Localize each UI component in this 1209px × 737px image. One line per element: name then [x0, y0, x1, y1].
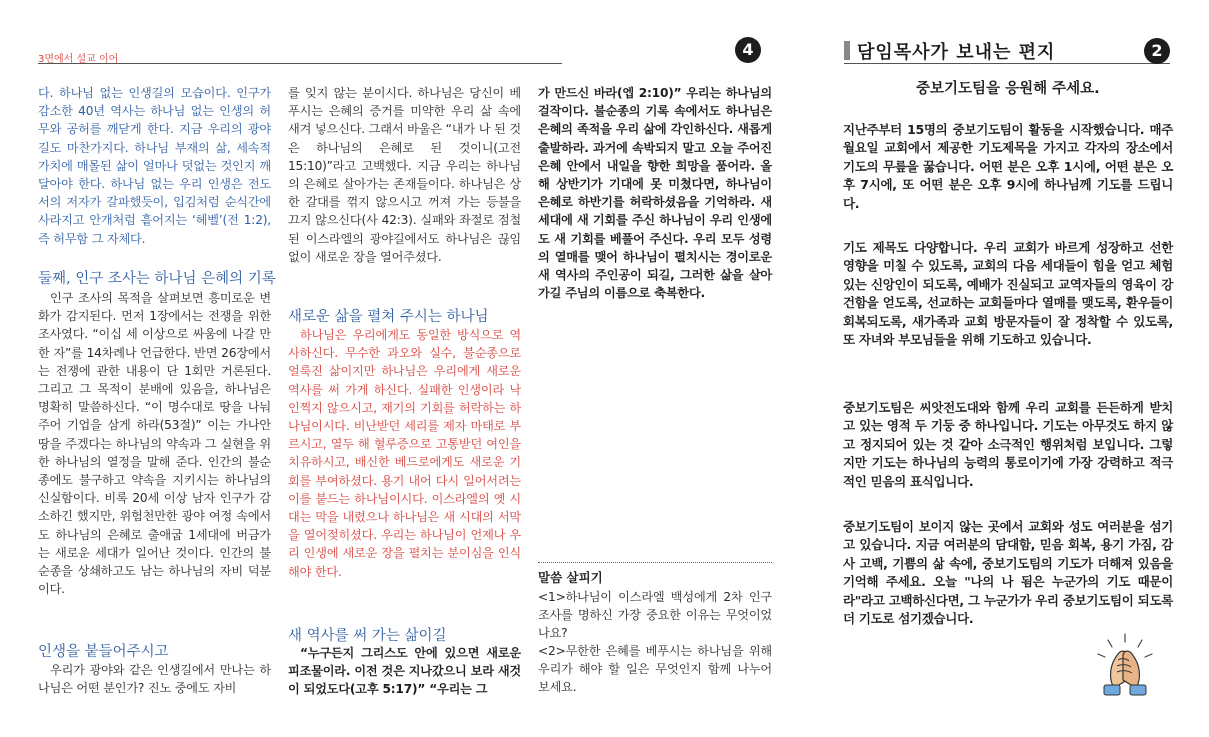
sermon-heading-5: 새 역사를 써 가는 삶이길: [288, 628, 447, 644]
praying-hands-icon: [1090, 630, 1160, 700]
continued-from-label: 3면에서 설교 이어: [38, 54, 119, 65]
header-rule-left: [38, 63, 562, 64]
questions-title: 말씀 살피기: [538, 570, 603, 585]
sermon-heading-4: 새로운 삶을 펼쳐 주시는 하나님: [288, 309, 489, 325]
pastor-letter-section-title: 담임목사가 보내는 편지: [857, 42, 1056, 63]
page-number-left: 4: [735, 37, 761, 63]
sermon-col2-highlight: 하나님은 우리에게도 동일한 방식으로 역사하신다. 무수한 과오와 실수, 불순종으로 얼룩진 삶이지만 하나님은 우리에게 새로운 역사를 써 가게 하신다. 실패한 인생이라 낙인찍지 않으시고, 재기의 기회를 허락하는 하나님이시다. 비난받던 세리를 제자 마태로 부르시고, 열두 해 혈루증으로 고통받던 여인을 치유하시고, 배신한 베드로에게도 새로운 기회를 부여하셨다. 용기 내어 다시 일어서려는 이를 붙드는 하나님이시다. 이스라엘의 옛 시대는 막을 내렸으나 하나님은 새 시대의 서막을 열어젖히셨다. 우리는 하나님이 언제나 우리 인생에 새로운 장을 펼치는 분이심을 인식해야 한다.: [288, 328, 521, 579]
section-marker-bar: [844, 41, 850, 60]
letter-paragraph-1: 지난주부터 15명의 중보기도팀이 활동을 시작했습니다. 매주 월요일 교회에서 제공한 기도제목을 가지고 각자의 장소에서 기도의 무릎을 꿇습니다. 어떤 분은 오후 1시에, 어떤 분은 오후 7시에, 또 어떤 분은 오후 9시에 하나님께 기도를 드립니다.: [843, 122, 1173, 211]
sermon-col2-tail: “누구든지 그리스도 안에 있으면 새로운 피조물이라. 이전 것은 지나갔으니 보라 새것이 되었도다(고후 5:17)” “우리는 그: [288, 646, 521, 697]
letter-paragraph-3: 중보기도팀은 씨앗전도대와 함께 우리 교회를 든든하게 받치고 있는 영적 두 기둥 중 하나입니다. 기도는 아무것도 하지 않고 정지되어 있는 것 같아 소극적인 행위처럼 보입니다. 그렇지만 기도는 하나님의 능력의 통로이기에 가장 강력하고 적극적인 믿음의 표식입니다.: [843, 400, 1173, 489]
sermon-heading-3: 인생을 붙들어주시고: [38, 644, 169, 660]
letter-paragraph-4: 중보기도팀이 보이지 않는 곳에서 교회와 성도 여러분을 섬기고 있습니다. 지금 여러분의 담대함, 믿음 회복, 용기 가짐, 감사 고백, 기쁨의 삶 속에, 중보기도팀의 기도가 더해져 있음을 기억해 주세요. 오늘 "나의 나 됨은 누군가의 기도 때문이라"라고 고백하신다면, 그 누군가가 우리 중보기도팀이 되도록 더 기도로 섬기겠습니다.: [843, 519, 1173, 627]
letter-title: 중보기도팀을 응원해 주세요.: [916, 81, 1100, 97]
sermon-col1-intro: 다. 하나님 없는 인생길의 모습이다. 인구가 감소한 40년 역사는 하나님 없는 인생의 허무와 공허를 깨닫게 한다. 지금 우리의 광야길도 마찬가지다. 하나님 부재의 삶, 세속적 가치에 매몰된 삶이 얼마나 덧없는 것인지 깨달아야 한다. 하나님 없는 우리 인생은 전도서의 저자가 갈파했듯이, 입김처럼 순식간에 사라지고 안개처럼 흩어지는 ‘헤벨’(전 1:2), 즉 허무함 그 자체다.: [38, 86, 271, 246]
sermon-col1-body: 인구 조사의 목적을 살펴보면 흥미로운 변화가 감지된다. 먼저 1장에서는 전쟁을 위한 조사였다. “이십 세 이상으로 싸움에 나갈 만한 자”를 14차례나 언급한다. 반면 26장에서는 전쟁에 관한 내용이 단 1회만 거론된다. 그리고 그 목적이 분배에 있음을, 하나님은 명확히 말씀하신다. “이 명수대로 땅을 나눠 주어 기업을 삼게 하라(53절)” 이는 가나안 땅을 주겠다는 하나님의 약속과 그 실현을 위한 하나님의 열정을 말해 준다. 인간의 불순종에도 불구하고 약속을 지키시는 하나님의 신실함이다. 비록 20세 이상 남자 인구가 감소하긴 했지만, 위험천만한 광야 여정 속에서도 하나님의 은혜로 출애굽 1세대에 버금가는 새로운 세대가 일어난 것이다. 인간의 불순종을 상쇄하고도 남는 하나님의 자비 덕분이다.: [38, 291, 271, 597]
question-2: <2>무한한 은혜를 베푸시는 하나님을 위해 우리가 해야 할 일은 무엇인지 함께 나누어 보세요.: [538, 644, 772, 695]
questions-divider: [538, 562, 772, 563]
sermon-col2-body: 를 잊지 않는 분이시다. 하나님은 당신이 베푸시는 은혜의 증거를 미약한 우리 삶 속에 새겨 넣으신다. 그래서 바울은 “내가 나 된 것은 하나님의 은혜로 된 것이니(고전 15:10)”라고 고백했다. 지금 우리는 하나님의 은혜로 살아가는 존재들이다. 하나님은 상한 갈대를 꺾지 않으시고 꺼져 가는 등불을 끄지 않으신다(사 42:3). 실패와 좌절로 점철된 이스라엘의 광야길에서도 하나님은 끊임없이 새로운 장을 열어주셨다.: [288, 86, 521, 264]
sermon-heading-2: 둘째, 인구 조사는 하나님 은혜의 기록: [38, 271, 276, 287]
letter-paragraph-2: 기도 제목도 다양합니다. 우리 교회가 바르게 성장하고 선한 영향을 미칠 수 있도록, 교회의 다음 세대들이 힘을 얻고 체험 있는 신앙인이 되도록, 예배가 진실되고 교역자들의 영육이 강건함을 얻도록, 선교하는 교회들마다 열매를 맺도록, 환우들이 회복되도록, 새가족과 교회 방문자들이 잘 정착할 수 있도록, 또 자녀와 부모님들을 위해 기도하고 있습니다.: [843, 240, 1173, 348]
question-1: <1>하나님이 이스라엘 백성에게 2차 인구 조사를 명하신 가장 중요한 이유는 무엇이었나요?: [538, 590, 772, 641]
sermon-col3-body: 가 만드신 바라(엡 2:10)” 우리는 하나님의 걸작이다. 불순종의 기록 속에서도 하나님은 은혜의 족적을 우리 삶에 각인하신다. 새롭게 출발하라. 과거에 속박되지 말고 오늘 주어진 은혜 안에서 내일을 향한 희망을 품어라. 올해 상반기가 기대에 못 미쳤다면, 하나님이 은혜로 하반기를 허락하셨음을 기억하라. 새 세대에 새 기회를 주신 하나님이 우리 인생에도 새 기회를 베풀어 주신다. 우리 모두 성령의 열매를 맺어 하나님이 펼치시는 경이로운 새 역사의 주인공이 되길, 그러한 삶을 살아가길 주님의 이름으로 축복한다.: [538, 86, 772, 301]
header-rule-right: [844, 63, 1170, 64]
page-number-right: 2: [1144, 38, 1170, 64]
sermon-col1-tail: 우리가 광야와 같은 인생길에서 만나는 하나님은 어떤 분인가? 진노 중에도 자비: [38, 663, 271, 696]
